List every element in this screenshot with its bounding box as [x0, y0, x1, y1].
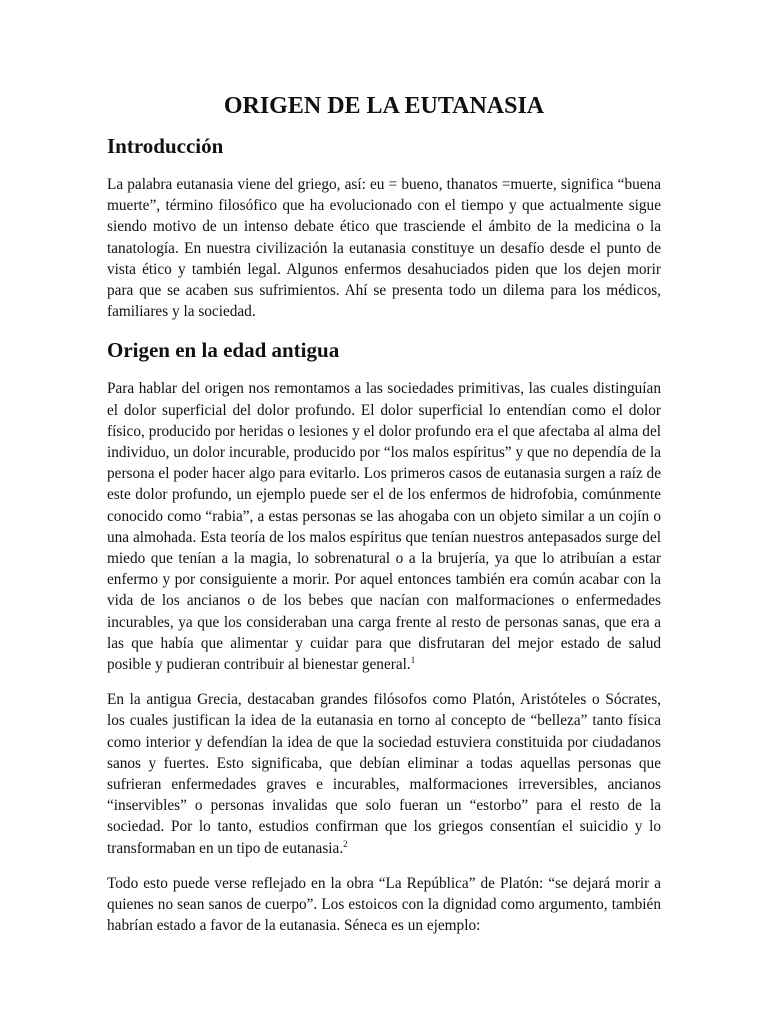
- paragraph-antigua-grecia: [107, 689, 661, 859]
- paragraph-text: Para hablar del origen nos remontamos a las sociedades primitivas, las cuales distinguían el dolor superficial del dolor profundo. El dolor superficial lo entendían como el dolor físico, producido por heridas o lesiones y el dolor profundo era el que afectaba al alma del individuo, un dolor incurable, producido por “los malos espíritus” y que no dependía de la persona el poder hacer algo para evitarlo. Los primeros casos de eutanasia surgen a raíz de este dolor profundo, un ejemplo puede ser el de los enfermos de hidrofobia, comúnmente conocido como “rabia”, a estas personas se las ahogaba con un objeto similar a un cojín o una almohada. Esta teoría de los malos espíritus que tenían nuestros antepasados surge del miedo que tenían a la magia, lo sobrenatural o a la brujería, ya que lo atribuían a estar enfermo y por consiguiente a morir. Por aquel entonces también era común acabar con la vida de los ancianos o de los bebes que nacían con malformaciones o enfermedades incurables, ya que los consideraban una carga frente al resto de personas sanas, que era a las que había que alimentar y cuidar para que disfrutaran del mejor estado de salud posible y pudieran contribuir al bienestar general.: [107, 380, 661, 674]
- document-page: [107, 90, 661, 951]
- paragraph-la-republica: [107, 873, 661, 937]
- paragraph-text: En la antigua Grecia, destacaban grandes filósofos como Platón, Aristóteles o Sócrates, los cuales justifican la idea de la eutanasia en torno al concepto de “belleza” tanto física como interior y defendían la idea de que la sociedad estuviera constituida por ciudadanos sanos y fuertes. Esto significaba, que debían eliminar a todas aquellas personas que sufrieran enfermedades graves e incurables, malformaciones irreversibles, ancianos “inservibles” o personas invalidas que solo fueran un “estorbo” para el resto de la sociedad. Por lo tanto, estudios confirman que los griegos consentían el suicidio y lo transformaban en un tipo de eutanasia.: [107, 691, 661, 857]
- paragraph-text: La palabra eutanasia viene del griego, así: eu = bueno, thanatos =muerte, significa “buena muerte”, término filosófico que ha evolucionado con el tiempo y que actualmente sigue siendo motivo de un intenso debate ético que trasciende el ámbito de la medicina o la tanatología. En nuestra civilización la eutanasia constituye un desafío desde el punto de vista ético y también legal. Algunos enfermos desahuciados piden que los dejen morir para que se acaben sus sufrimientos. Ahí se presenta todo un dilema para los médicos, familiares y la sociedad.: [107, 176, 661, 321]
- paragraph-sociedades-primitivas: [107, 378, 661, 675]
- paragraph-text: Todo esto puede verse reflejado en la obra “La República” de Platón: “se dejará morir a quienes no sean sanos de cuerpo”. Los estoicos con la dignidad como argumento, también habrían estado a favor de la eutanasia. Séneca es un ejemplo:: [107, 874, 661, 935]
- footnote-marker[interactable]: 2: [343, 838, 348, 849]
- document-title: ORIGEN DE LA EUTANASIA: [223, 93, 545, 119]
- paragraph-introduccion: [107, 174, 661, 322]
- section-heading-introduccion: Introducción: [107, 134, 224, 158]
- footnote-marker[interactable]: 1: [410, 654, 416, 665]
- section-heading-origen-edad-antigua: Origen en la edad antigua: [107, 338, 340, 363]
